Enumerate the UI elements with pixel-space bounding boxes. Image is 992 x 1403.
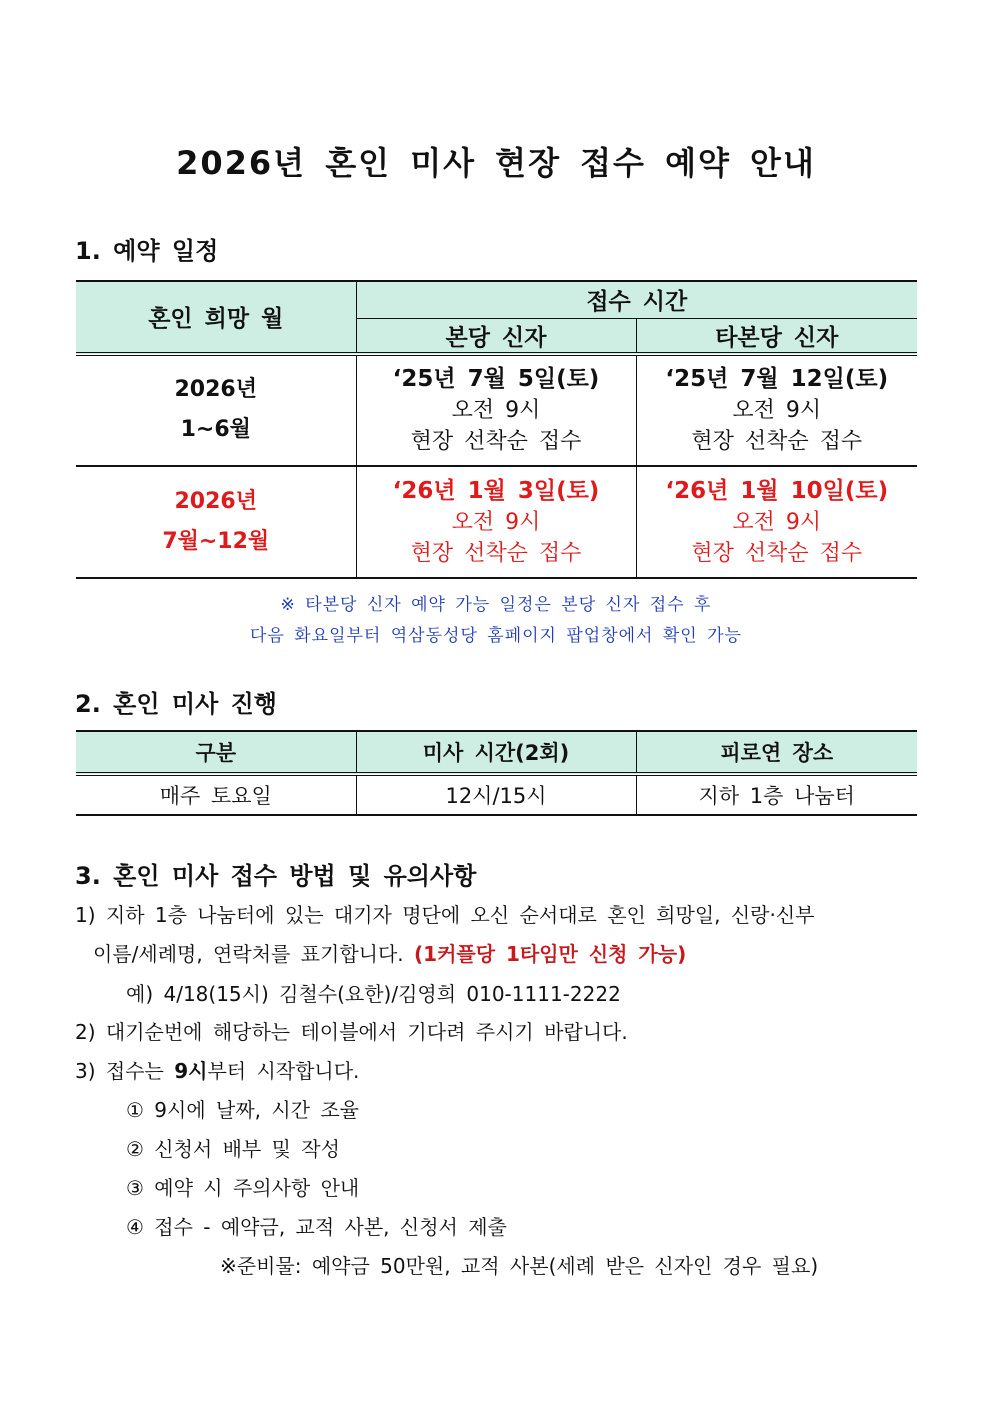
section1-heading: 1. 예약 일정: [75, 237, 219, 265]
item2: 2) 대기순번에 해당하는 테이블에서 기다려 주시기 바랍니다.: [75, 1020, 628, 1044]
col-header-wedding-month: 혼인 희망 월: [76, 281, 356, 354]
home-time: 오전 9시: [451, 398, 541, 423]
item1-line1: 1) 지하 1층 나눔터에 있는 대기자 명단에 오신 순서대로 혼인 희망일, 신랑·신부: [75, 903, 815, 927]
col-header-mass-time: 미사 시간(2회): [356, 731, 636, 774]
table-row: [76, 466, 917, 578]
item1-example: 예) 4/18(15시) 김철수(요한)/김영희 010-1111-2222: [126, 982, 621, 1006]
home-parish-cell: [356, 354, 636, 466]
other-note: 현장 선착순 접수: [691, 429, 863, 454]
col-header-reception-time: 접수 시간: [356, 281, 917, 318]
reception-venue-cell: 지하 1층 나눔터: [636, 774, 917, 815]
home-parish-cell: [356, 466, 636, 578]
month-cell: 2026년 1~6월: [76, 354, 356, 466]
preparation-note: ※준비물: 예약금 50만원, 교적 사본(세례 받은 신자인 경우 필요): [220, 1254, 819, 1278]
mass-time-cell: 12시/15시: [356, 774, 636, 815]
item3: 3) 접수는 9시부터 시작합니다.: [75, 1059, 360, 1083]
other-note: 현장 선착순 접수: [691, 540, 863, 566]
table-row: [76, 354, 917, 466]
page-title: 2026년 혼인 미사 현장 접수 예약 안내: [176, 144, 816, 182]
col-header-category: 구분: [76, 731, 356, 774]
schedule-note-line2: 다음 화요일부터 역삼동성당 홈페이지 팝업창에서 확인 가능: [250, 626, 742, 646]
table-row: [76, 774, 917, 815]
col-header-home-parish: 본당 신자: [356, 318, 636, 354]
step-4: ④ 접수 - 예약금, 교적 사본, 신청서 제출: [126, 1215, 507, 1239]
home-time: 오전 9시: [451, 509, 541, 535]
col-header-other-parish: 타본당 신자: [636, 318, 917, 354]
item1-line2: 이름/세례명, 연락처를 표기합니다. (1커플당 1타임만 신청 가능): [93, 942, 687, 966]
step-3: ③ 예약 시 주의사항 안내: [126, 1176, 360, 1200]
other-date: ‘26년 1월 10일(토): [665, 477, 889, 504]
section2-heading: 2. 혼인 미사 진행: [75, 690, 277, 718]
step-1: ① 9시에 날짜, 시간 조율: [126, 1098, 360, 1122]
home-date: ‘26년 1월 3일(토): [392, 477, 600, 504]
other-time: 오전 9시: [732, 398, 822, 423]
home-note: 현장 선착순 접수: [410, 540, 582, 566]
other-time: 오전 9시: [732, 509, 822, 535]
section3-heading: 3. 혼인 미사 접수 방법 및 유의사항: [75, 862, 477, 890]
category-cell: 매주 토요일: [76, 774, 356, 815]
wedding-mass-table: [76, 730, 917, 816]
home-date: ‘25년 7월 5일(토): [392, 366, 600, 392]
step-2: ② 신청서 배부 및 작성: [126, 1137, 340, 1161]
col-header-reception-venue: 피로연 장소: [636, 731, 917, 774]
item1-emphasis: (1커플당 1타임만 신청 가능): [414, 942, 687, 966]
other-date: ‘25년 7월 12일(토): [665, 366, 889, 392]
month-cell: 2026년 7월~12월: [76, 466, 356, 578]
other-parish-cell: [636, 466, 917, 578]
reservation-schedule-table: [76, 280, 917, 579]
home-note: 현장 선착순 접수: [410, 429, 582, 454]
other-parish-cell: [636, 354, 917, 466]
schedule-note-line1: ※ 타본당 신자 예약 가능 일정은 본당 신자 접수 후: [280, 595, 712, 615]
